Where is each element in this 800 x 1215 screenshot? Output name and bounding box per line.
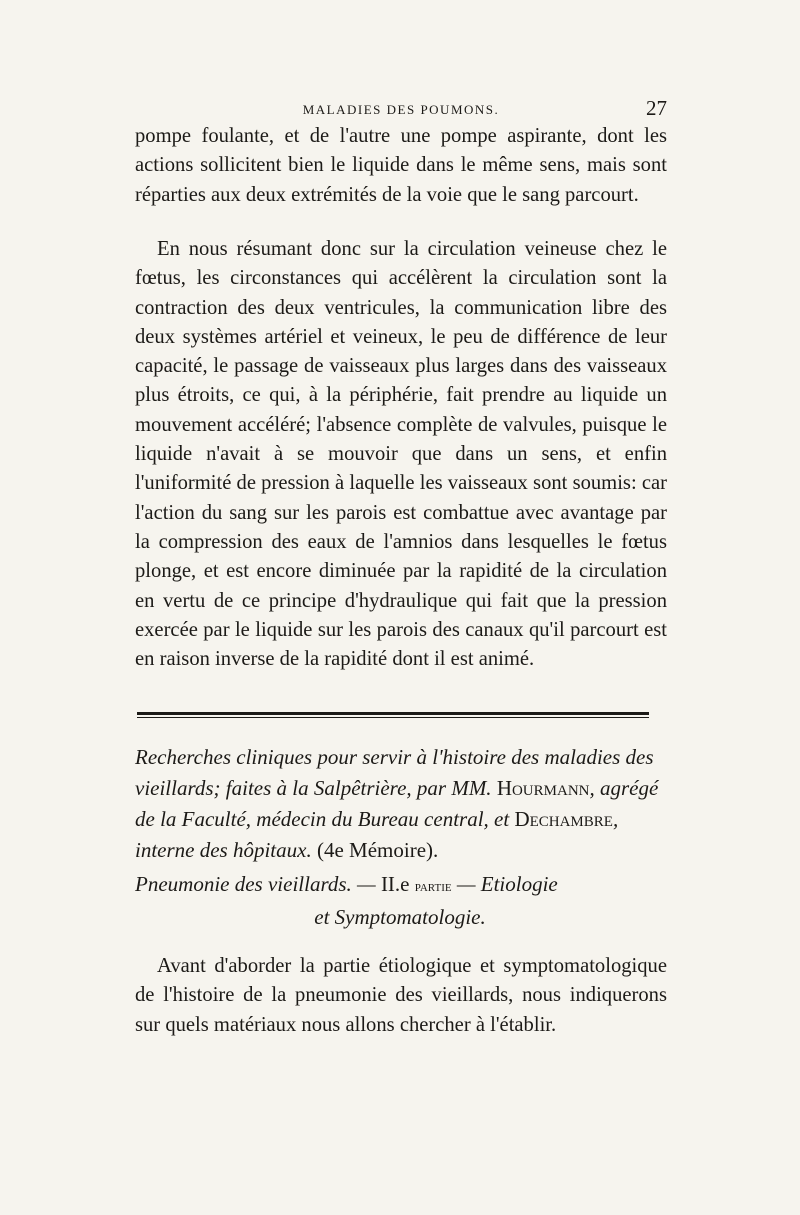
paragraph-text: pompe foulante, et de l'autre une pompe aspirante, dont les actions sollicitent bien le liquide dans le même sens, mais sont réparties aux deux extrémités de la voie que le sang parcourt.	[135, 125, 667, 206]
section-divider	[137, 712, 649, 718]
page-number: 27	[646, 96, 667, 120]
partie-number: II.e	[380, 872, 410, 896]
running-title: MALADIES DES POUMONS.	[302, 102, 500, 117]
partie-label: partie	[414, 878, 452, 895]
paragraph-summary	[135, 235, 667, 674]
section-heading	[135, 742, 665, 866]
author-name: Dechambre	[514, 807, 613, 831]
paragraph-text: Avant d'aborder la partie étiologique et symptomatologique de l'histoire de la pneumonie des vieillards, nous indiquerons sur quels matériaux nous allons chercher à l'établir.	[135, 955, 667, 1036]
heading-text: , interne des hôpitaux.	[135, 807, 619, 862]
heading-text: Recherches cliniques pour servir à l'histoire des maladies des vieillards; faites à la Salpêtrière, par MM.	[135, 745, 654, 800]
author-name: Hourmann	[496, 776, 590, 800]
running-head	[135, 96, 667, 122]
paragraph-continuation	[135, 122, 667, 210]
subheading	[135, 869, 665, 932]
paragraph-intro	[135, 952, 667, 1040]
subheading-text: — Etiologie	[451, 872, 558, 896]
subheading-line2: et Symptomatologie.	[314, 905, 486, 929]
paragraph-text: En nous résumant donc sur la circulation veineuse chez le fœtus, les circonstances qui accélèrent la circulation sont la contraction des deux ventricules, la communication libre des deux systèmes artériel et veineux, le peu de différence de leur capacité, le passage de vaisseaux plus larges dans des vaisseaux plus étroits, ce qui, à la périphérie, fait prendre au liquide un mouvement accéléré; l'absence complète de valvules, puisque le liquide n'avait à se mouvoir que dans un sens, et enfin l'uniformité de pression à laquelle les vaisseaux sont soumis: car l'action du sang sur les parois est combattue avec avantage par la compression des eaux de l'amnios dans lesquelles le fœtus plonge, et est encore diminuée par la rapidité de la circulation en vertu de ce principe d'hydraulique qui fait que la pression exercée par le liquide sur les parois des canaux qu'il parcourt est en raison inverse de la rapidité dont il est animé.	[135, 238, 667, 671]
heading-text: , agrégé de la Faculté, médecin du Bureau central, et	[135, 776, 659, 831]
subheading-text: Pneumonie des vieillards. —	[135, 872, 381, 896]
memoire-label: (4e Mémoire).	[316, 838, 439, 862]
